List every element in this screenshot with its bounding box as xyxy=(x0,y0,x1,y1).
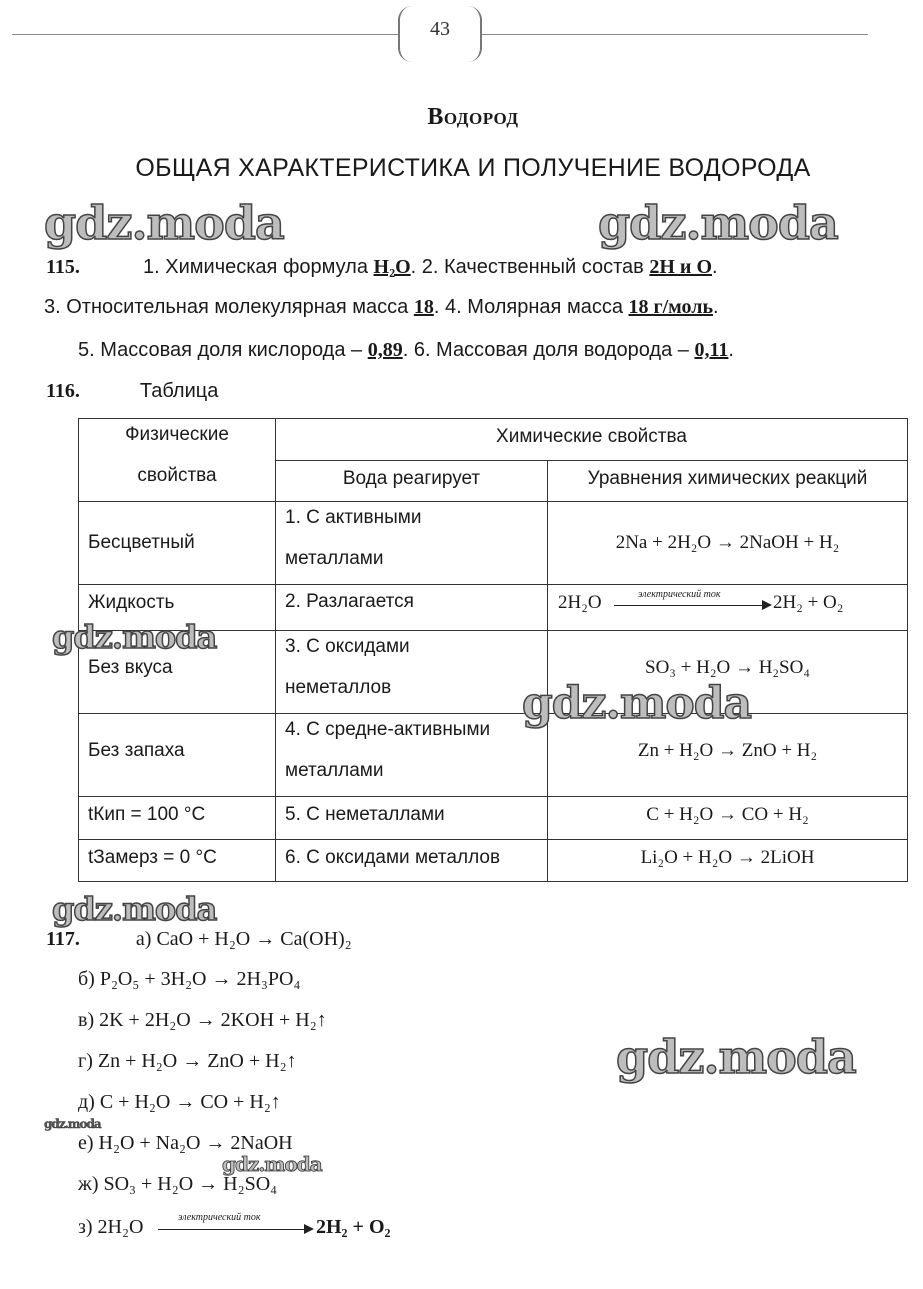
task-117-item-d: г) Zn + H₂O → ZnO + H₂↑ xyxy=(78,1050,297,1072)
task-117-item-b: б) P₂O₅ + 3H₂O → 2H₃PO₄ xyxy=(78,968,301,990)
task-117-item-f: е) H₂O + Na₂O → 2NaOH xyxy=(78,1132,293,1154)
table-row-3-equation: SO₃ + H₂O → H₂SO₄ xyxy=(547,630,908,714)
table-row-1-physical: Бесцветный xyxy=(78,501,276,585)
watermark: gdz.moda xyxy=(44,1117,101,1131)
text: . 2. Качественный состав xyxy=(410,256,644,278)
table-row-4-reacts: 4. С средне-активными металлами xyxy=(275,713,548,797)
table-row-1-equation: 2Na + 2H₂O → 2NaOH + H₂ xyxy=(547,501,908,585)
answer-formula: H₂O xyxy=(373,256,411,278)
table-row-5-reacts: 5. С неметаллами xyxy=(275,796,548,840)
reaction-arrow xyxy=(158,1229,306,1230)
header-rule-right xyxy=(478,34,868,35)
answer-composition: 2H и O xyxy=(649,256,712,278)
table-row-5-equation: C + H₂O → CO + H₂ xyxy=(547,796,908,840)
arrow-label: электрический ток xyxy=(178,1212,261,1223)
text: . 6. Массовая доля водорода – xyxy=(402,339,689,361)
watermark: gdz.moda xyxy=(52,618,217,656)
text: . xyxy=(728,339,734,361)
task-116-heading xyxy=(46,380,218,403)
table-row-3-reacts: 3. С оксидами неметаллов xyxy=(275,630,548,714)
section-title: ОБЩАЯ ХАРАКТЕРИСТИКА И ПОЛУЧЕНИЕ ВОДОРОДА xyxy=(135,154,811,182)
arrow-head-icon xyxy=(762,600,772,610)
chapter-title: Водород xyxy=(427,104,519,130)
text: 3. Относительная молекулярная масса xyxy=(44,296,409,318)
reaction-right: 2H₂ + O₂ xyxy=(316,1216,391,1238)
header-reacts: Вода реагирует xyxy=(275,460,548,502)
watermark: gdz.moda xyxy=(616,1030,856,1084)
header-rule-left xyxy=(12,34,400,35)
text: . xyxy=(712,256,718,278)
table-row-6-physical: tЗамерз = 0 °С xyxy=(78,839,276,882)
header-equations: Уравнения химических реакций xyxy=(547,460,908,502)
task-117-item-a xyxy=(46,928,352,951)
header-physical: Физические свойства xyxy=(78,418,276,502)
text: 5. Массовая доля кислорода – xyxy=(78,339,363,361)
table-caption: Таблица xyxy=(139,380,219,402)
table-row-4-equation: Zn + H₂O → ZnO + H₂ xyxy=(547,713,908,797)
watermark: gdz.moda xyxy=(522,678,752,729)
task-117-item-h xyxy=(78,1212,438,1246)
text: . 4. Молярная масса xyxy=(433,296,623,318)
table-row-2-equation: 2H₂O электрический ток 2H₂ + O₂ xyxy=(547,584,908,631)
answer-w-oxygen: 0,89 xyxy=(367,339,403,361)
table-row-3-physical: Без вкуса xyxy=(78,630,276,714)
table-row-2-reacts: 2. Разлагается xyxy=(275,584,548,631)
text: . xyxy=(713,296,719,318)
text: 1. Химическая формула xyxy=(143,256,368,278)
task-115-line-1 xyxy=(46,256,718,279)
table-row-2-physical: Жидкость xyxy=(78,584,276,631)
task-117-item-g: ж) SO₃ + H₂O → H₂SO₄ xyxy=(78,1173,278,1195)
watermark: gdz.moda xyxy=(222,1152,322,1176)
task-number: 116. xyxy=(46,380,80,402)
header-chemical: Химические свойства xyxy=(275,418,908,461)
task-number: 117. xyxy=(46,928,80,950)
task-115-line-3 xyxy=(78,339,734,362)
table-row-1-reacts: 1. С активными металлами xyxy=(275,501,548,585)
arrow-head-icon xyxy=(304,1224,314,1234)
table-row-5-physical: tКип = 100 °С xyxy=(78,796,276,840)
table-row-6-equation: Li₂O + H₂O → 2LiOH xyxy=(547,839,908,882)
table-row-6-reacts: 6. С оксидами металлов xyxy=(275,839,548,882)
answer-w-hydrogen: 0,11 xyxy=(694,339,729,361)
task-117-item-e: д) C + H₂O → CO + H₂↑ xyxy=(78,1091,281,1113)
answer-molar-mass: 18 г/моль xyxy=(628,296,714,318)
watermark: gdz.moda xyxy=(598,196,838,250)
page-number: 43 xyxy=(430,18,450,40)
watermark: gdz.moda xyxy=(44,196,284,250)
task-117-item-c: в) 2K + 2H₂O → 2KOH + H₂↑ xyxy=(78,1009,327,1031)
answer-mr: 18 xyxy=(413,296,434,318)
table-row-4-physical: Без запаха xyxy=(78,713,276,797)
arrow-label: электрический ток xyxy=(638,589,721,600)
reaction-left: з) 2H₂O xyxy=(78,1216,144,1238)
reaction-arrow xyxy=(614,605,764,606)
task-number: 115. xyxy=(46,256,80,278)
watermark: gdz.moda xyxy=(52,890,217,928)
task-115-line-2 xyxy=(44,296,719,319)
reaction: а) CaO + H₂O → Ca(OH)₂ xyxy=(135,928,352,950)
